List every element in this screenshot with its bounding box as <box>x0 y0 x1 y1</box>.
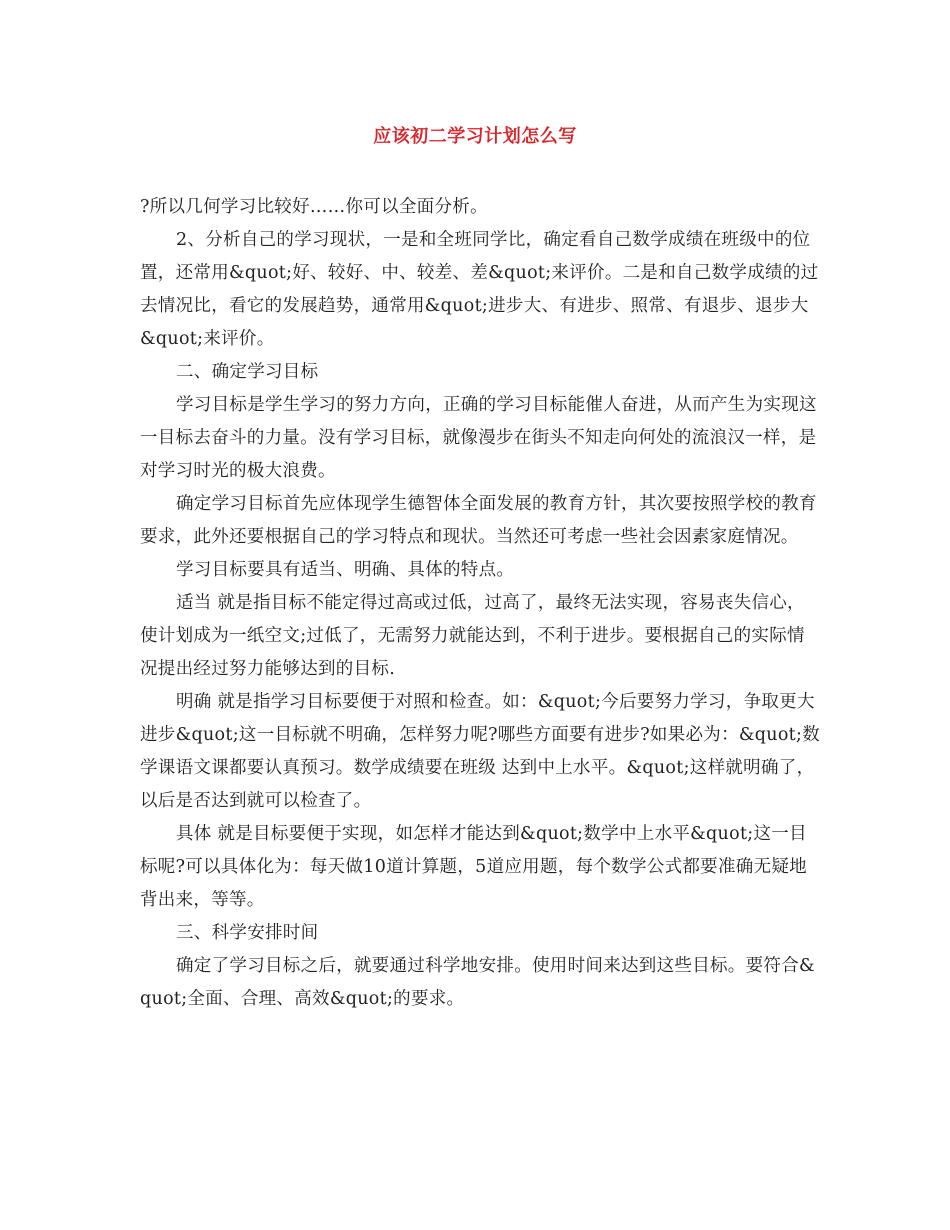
paragraph: 确定学习目标首先应体现学生德智体全面发展的教育方针，其次要按照学校的教育要求，此外还要根据自己的学习特点和现状。当然还可考虑一些社会因素家庭情况。 <box>140 494 817 547</box>
paragraph: 2、分析自己的学习现状，一是和全班同学比，确定看自己数学成绩在班级中的位置，还常用&quot;好、较好、中、较差、差&quot;来评价。二是和自己数学成绩的过去情况比，看它的发展趋势，通常用&quot;进步大、有进步、照常、有退步、退步大&quot;来评价。 <box>140 230 819 349</box>
paragraph: ?所以几何学习比较好……你可以全面分析。 <box>140 197 488 217</box>
document-title: 应该初二学习计划怎么写 <box>373 126 577 147</box>
paragraph: 具体 就是目标要便于实现，如怎样才能达到&quot;数学中上水平&quot;这一目标呢?可以具体化为：每天做10道计算题，5道应用题，每个数学公式都要准确无疑地背出来，等等。 <box>140 824 807 910</box>
paragraph: 适当 就是指目标不能定得过高或过低，过高了，最终无法实现，容易丧失信心，使计划成为一纸空文;过低了，无需努力就能达到，不利于进步。要根据自己的实际情况提出经过努力能够达到的目标. <box>140 593 805 679</box>
paragraph: 学习目标要具有适当、明确、具体的特点。 <box>176 560 515 580</box>
paragraph: 明确 就是指学习目标要便于对照和检查。如：&quot;今后要努力学习，争取更大进步&quot;这一目标就不明确，怎样努力呢?哪些方面要有进步?如果必为：&quot;数学课语文课都要认真预习。数学成绩要在班级 达到中上水平。&quot;这样就明确了，以后是否达到就可以检查了。 <box>140 692 820 811</box>
paragraph: 学习目标是学生学习的努力方向，正确的学习目标能催人奋进，从而产生为实现这一目标去奋斗的力量。没有学习目标，就像漫步在街头不知走向何处的流浪汉一样，是对学习时光的极大浪费。 <box>140 395 817 481</box>
document-body <box>140 191 820 1016</box>
section-heading: 二、确定学习目标 <box>176 362 319 382</box>
paragraph: 确定了学习目标之后，就要通过科学地安排。使用时间来达到这些目标。要符合&quot;全面、合理、高效&quot;的要求。 <box>140 956 815 1009</box>
section-heading: 三、科学安排时间 <box>176 923 319 943</box>
